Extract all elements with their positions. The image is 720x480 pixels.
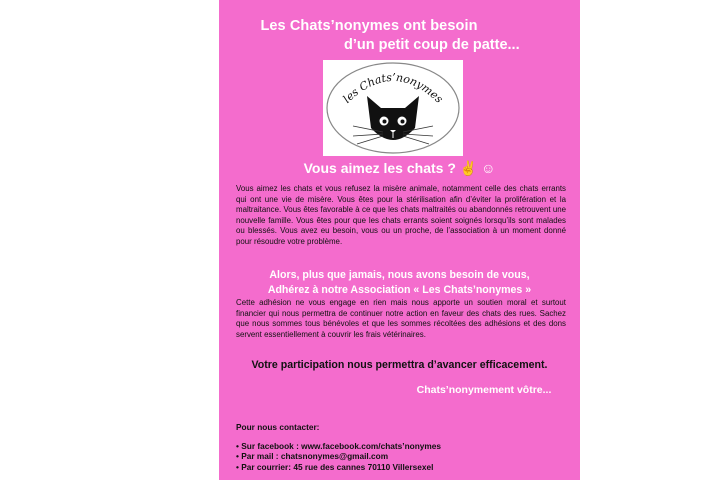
- association-logo: [323, 60, 463, 156]
- contact-email[interactable]: • Par mail : chatsnonymes@gmail.com: [236, 451, 441, 461]
- callout-line-1: Alors, plus que jamais, nous avons besoin de vous,: [269, 269, 530, 281]
- contact-title: Pour nous contacter:: [236, 422, 320, 432]
- heading-line-2: d’un petit coup de patte...: [344, 37, 520, 53]
- contact-facebook[interactable]: • Sur facebook : www.facebook.com/chats’nonymes: [236, 441, 441, 451]
- callout-line-2: Adhérez à notre Association « Les Chats’nonymes »: [267, 284, 532, 296]
- cat-logo-icon: [323, 60, 463, 156]
- intro-paragraph: Vous aimez les chats et vous refusez la misère animale, notamment celle des chats errants qui ont une vie de misère. Vous êtes pour la stérilisation afin d’éviter la prolifération et la maltraitance. Vous êtes favorable à ce que les chats maltraités ou abandonnés retrouvent une nouvelle famille. Vous êtes pour que les chats errants soient soignés lorsqu’ils sont malades ou blessés. Vous avez eu besoin, vous ou un proche, de l’association à un moment donné pour résoudre votre problème.: [236, 184, 566, 246]
- participation-statement: Votre participation nous permettra d’avancer efficacement.: [251, 359, 548, 371]
- logo-text: les Chats’nonymes: [340, 70, 446, 106]
- question-heading: Vous aimez les chats ? ✌ ☺: [303, 160, 496, 176]
- signoff: Chats’nonymement vôtre...: [416, 384, 552, 396]
- membership-paragraph: Cette adhésion ne vous engage en rien mais nous apporte un soutien moral et surtout financier qui nous permettra de continuer notre action en faveur des chats des rues. Sachez que nous sommes tous bénévoles et que les sommes récoltées des adhésions et des dons servent essentiellement à couvrir les frais vétérinaires.: [236, 298, 566, 339]
- heading-line-1: Les Chats’nonymes ont besoin: [260, 18, 478, 34]
- flyer: [219, 0, 580, 480]
- contact-mail-address: • Par courrier: 45 rue des cannes 70110 Villersexel: [236, 462, 441, 472]
- contact-list: [236, 441, 441, 472]
